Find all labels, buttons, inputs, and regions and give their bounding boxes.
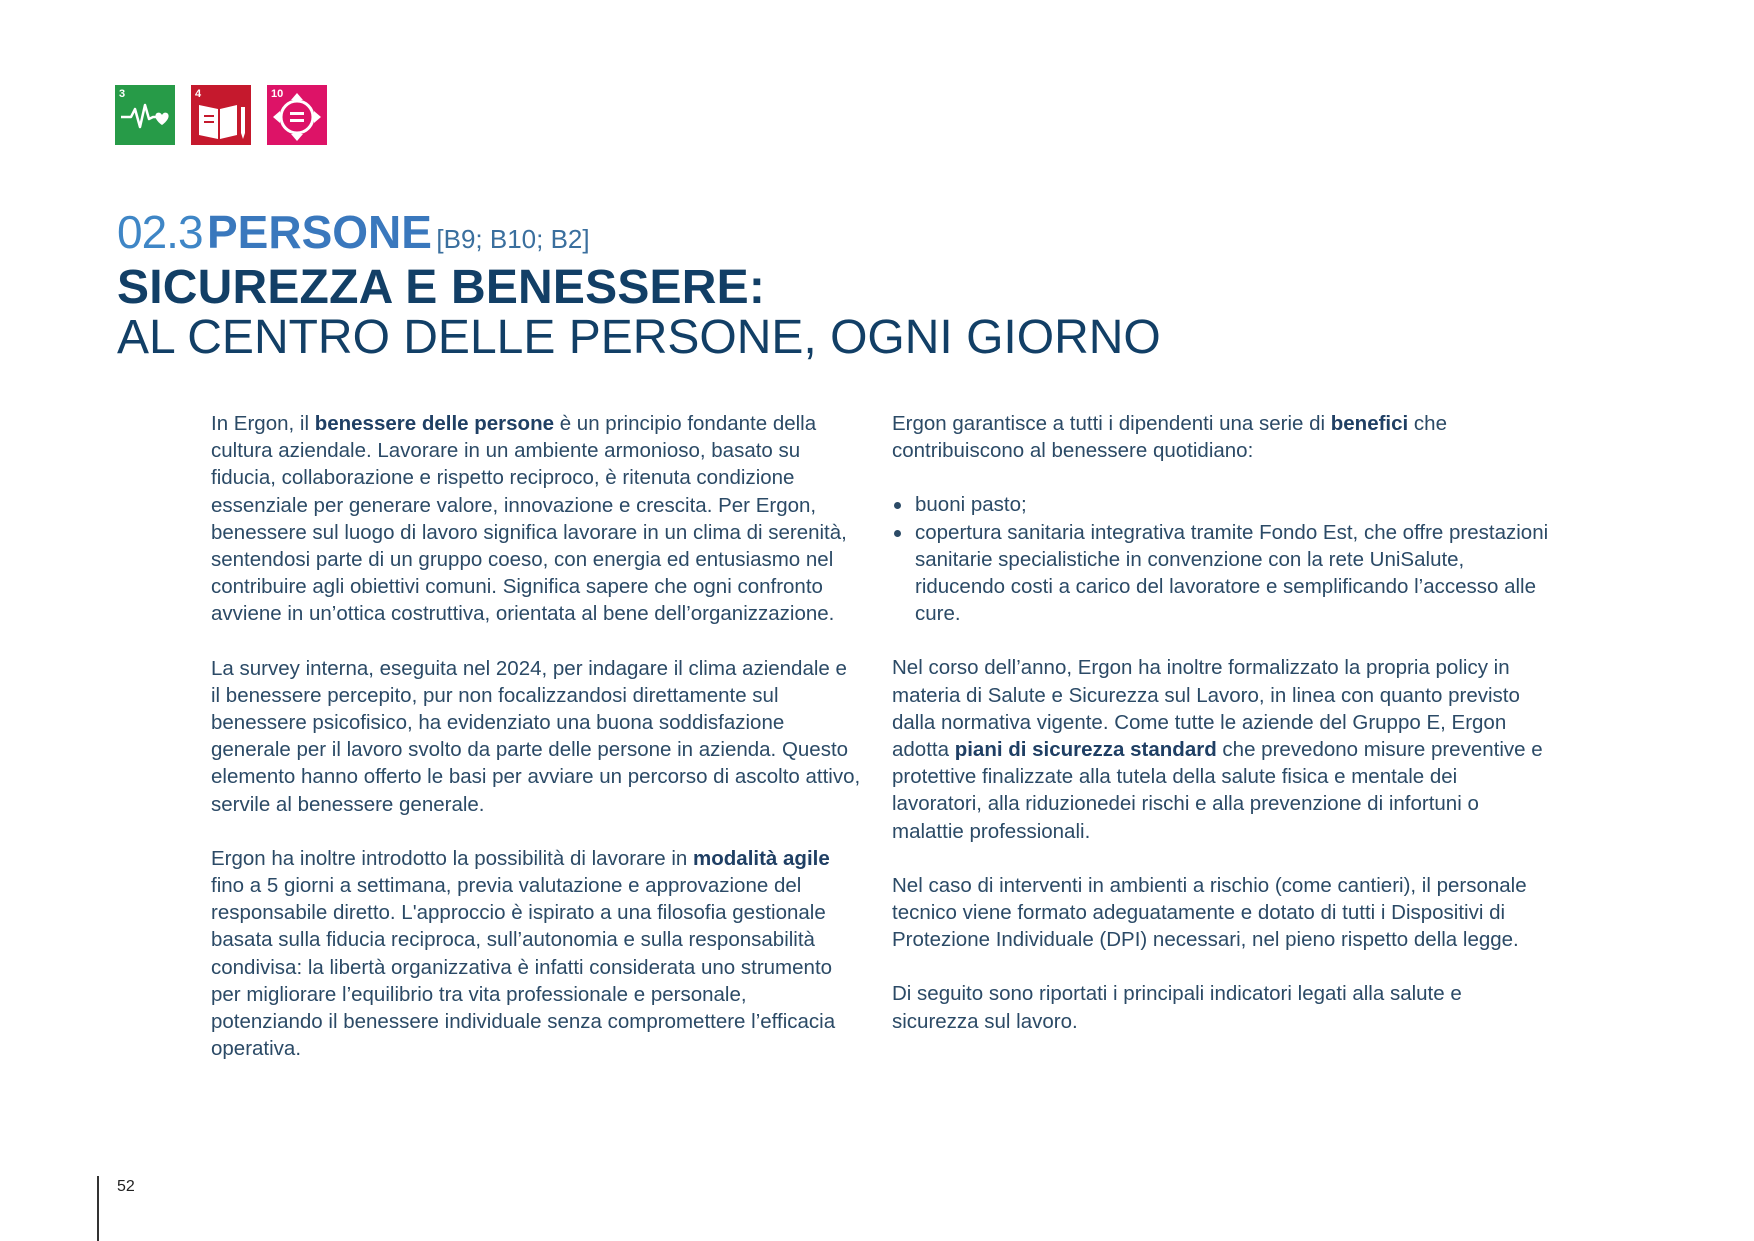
sdg-4-number: 4 bbox=[195, 88, 202, 100]
page-number: 52 bbox=[117, 1178, 135, 1195]
right-column bbox=[892, 410, 1552, 1062]
sdg-icons bbox=[115, 85, 327, 145]
indicators-intro-paragraph: Di seguito sono riportati i principali indicatori legati alla salute e sicurezza sul lavoro. bbox=[892, 982, 1462, 1033]
highlight-wellbeing: benessere delle persone bbox=[314, 412, 554, 435]
sdg-10-tile bbox=[267, 85, 327, 145]
list-item: buoni pasto; bbox=[892, 491, 1552, 518]
safety-policy-paragraph bbox=[892, 654, 1552, 844]
paragraph-text: Ergon ha inoltre introdotto la possibilità di lavorare in bbox=[211, 846, 694, 870]
section-heading bbox=[117, 205, 590, 259]
list-item: copertura sanitaria integrativa tramite Fondo Est, che offre prestazioni sanitarie specialistiche in convenzione con la rete UniSalute, riducendo costi a carico del lavoratore e semplificando l’accesso alle cure. bbox=[892, 519, 1552, 628]
paragraph-text: Ergon garantisce a tutti i dipendenti una serie di bbox=[892, 412, 1331, 435]
footer-rule bbox=[97, 1176, 99, 1241]
benefits-list bbox=[892, 491, 1552, 627]
highlight-agile: modalità agile bbox=[693, 846, 830, 870]
sdg-3-tile bbox=[115, 85, 175, 145]
reduced-inequalities-icon bbox=[267, 85, 327, 145]
smart-working-paragraph bbox=[211, 845, 861, 1063]
paragraph-text: che prevedono misure preventive e protettive finalizzate alla tutela della salute fisica e mentale dei lavoratori, alla riduzionedei rischi e alla prevenzione di infortuni o malattie professionali. bbox=[892, 738, 1543, 843]
paragraph-text: fino a 5 giorni a settimana, previa valutazione e approvazione del responsabile diretto. L'approccio è ispirato a una filosofia gestionale basata sulla fiducia reciproca, sull’autonomia e sulla responsabilità condivisa: la libertà organizzativa è infatti considerata uno strumento per migliorare l’equilibrio tra vita professionale e personale, potenziando il benessere individuale senza compromettere l’efficacia operativa. bbox=[211, 874, 836, 1061]
section-number: 02.3 bbox=[117, 206, 203, 258]
paragraph-text: Nel corso dell’anno, Ergon ha inoltre formalizzato la propria policy in materia di Salute e Sicurezza sul Lavoro, in linea con quanto previsto dalla normativa vigente. Come tutte le aziende del Gruppo E, Ergon adotta bbox=[892, 656, 1520, 762]
risk-environments-paragraph: Nel caso di interventi in ambienti a rischio (come cantieri), il personale tecnico viene formato adeguatamente e dotato di tutti i Dispositivi di Protezione Individuale (DPI) necessari, nel pieno rispetto della legge. bbox=[892, 873, 1527, 952]
section-title: PERSONE bbox=[206, 206, 432, 258]
sdg-4-tile bbox=[191, 85, 251, 145]
paragraph-text: In Ergon, il bbox=[211, 412, 315, 435]
highlight-safety-plans: piani di sicurezza standard bbox=[954, 738, 1217, 762]
page-title: SICUREZZA E BENESSERE: bbox=[117, 261, 766, 314]
survey-paragraph: La survey interna, eseguita nel 2024, per indagare il clima aziendale e il benessere percepito, pur non focalizzandosi direttamente sul benessere psicofisico, ha evidenziato una buona soddisfazione generale per il lavoro svolto da parte delle persone in azienda. Questo elemento hanno offerto le basi per avviare un percorso di ascolto attivo, servile al benessere generale. bbox=[211, 656, 861, 816]
heartbeat-icon bbox=[115, 85, 175, 145]
sdg-3-number: 3 bbox=[119, 88, 126, 100]
highlight-benefits: benefici bbox=[1330, 412, 1409, 435]
left-column bbox=[211, 410, 861, 1089]
section-codes: [B9; B10; B2] bbox=[436, 224, 590, 254]
wellbeing-paragraph bbox=[211, 410, 861, 628]
page-subtitle: AL CENTRO DELLE PERSONE, OGNI GIORNO bbox=[117, 311, 1161, 364]
paragraph-text: è un principio fondante della cultura aziendale. Lavorare in un ambiente armonioso, basato su fiducia, collaborazione e rispetto reciproco, è ritenuta condizione essenziale per generare valore, innovazione e crescita. Per Ergon, benessere sul luogo di lavoro significa lavorare in un clima di serenità, sentendosi parte di un gruppo coeso, con energia ed entusiasmo nel contribuire agli obiettivi comuni. Significa sapere che ogni confronto avviene in un’ottica costruttiva, orientata al bene dell’organizzazione. bbox=[211, 412, 847, 626]
benefits-intro-paragraph bbox=[892, 410, 1552, 464]
paragraph-text: che contribuiscono al benessere quotidiano: bbox=[892, 412, 1447, 463]
open-book-pencil-icon bbox=[191, 85, 251, 145]
sdg-10-number: 10 bbox=[271, 88, 284, 100]
